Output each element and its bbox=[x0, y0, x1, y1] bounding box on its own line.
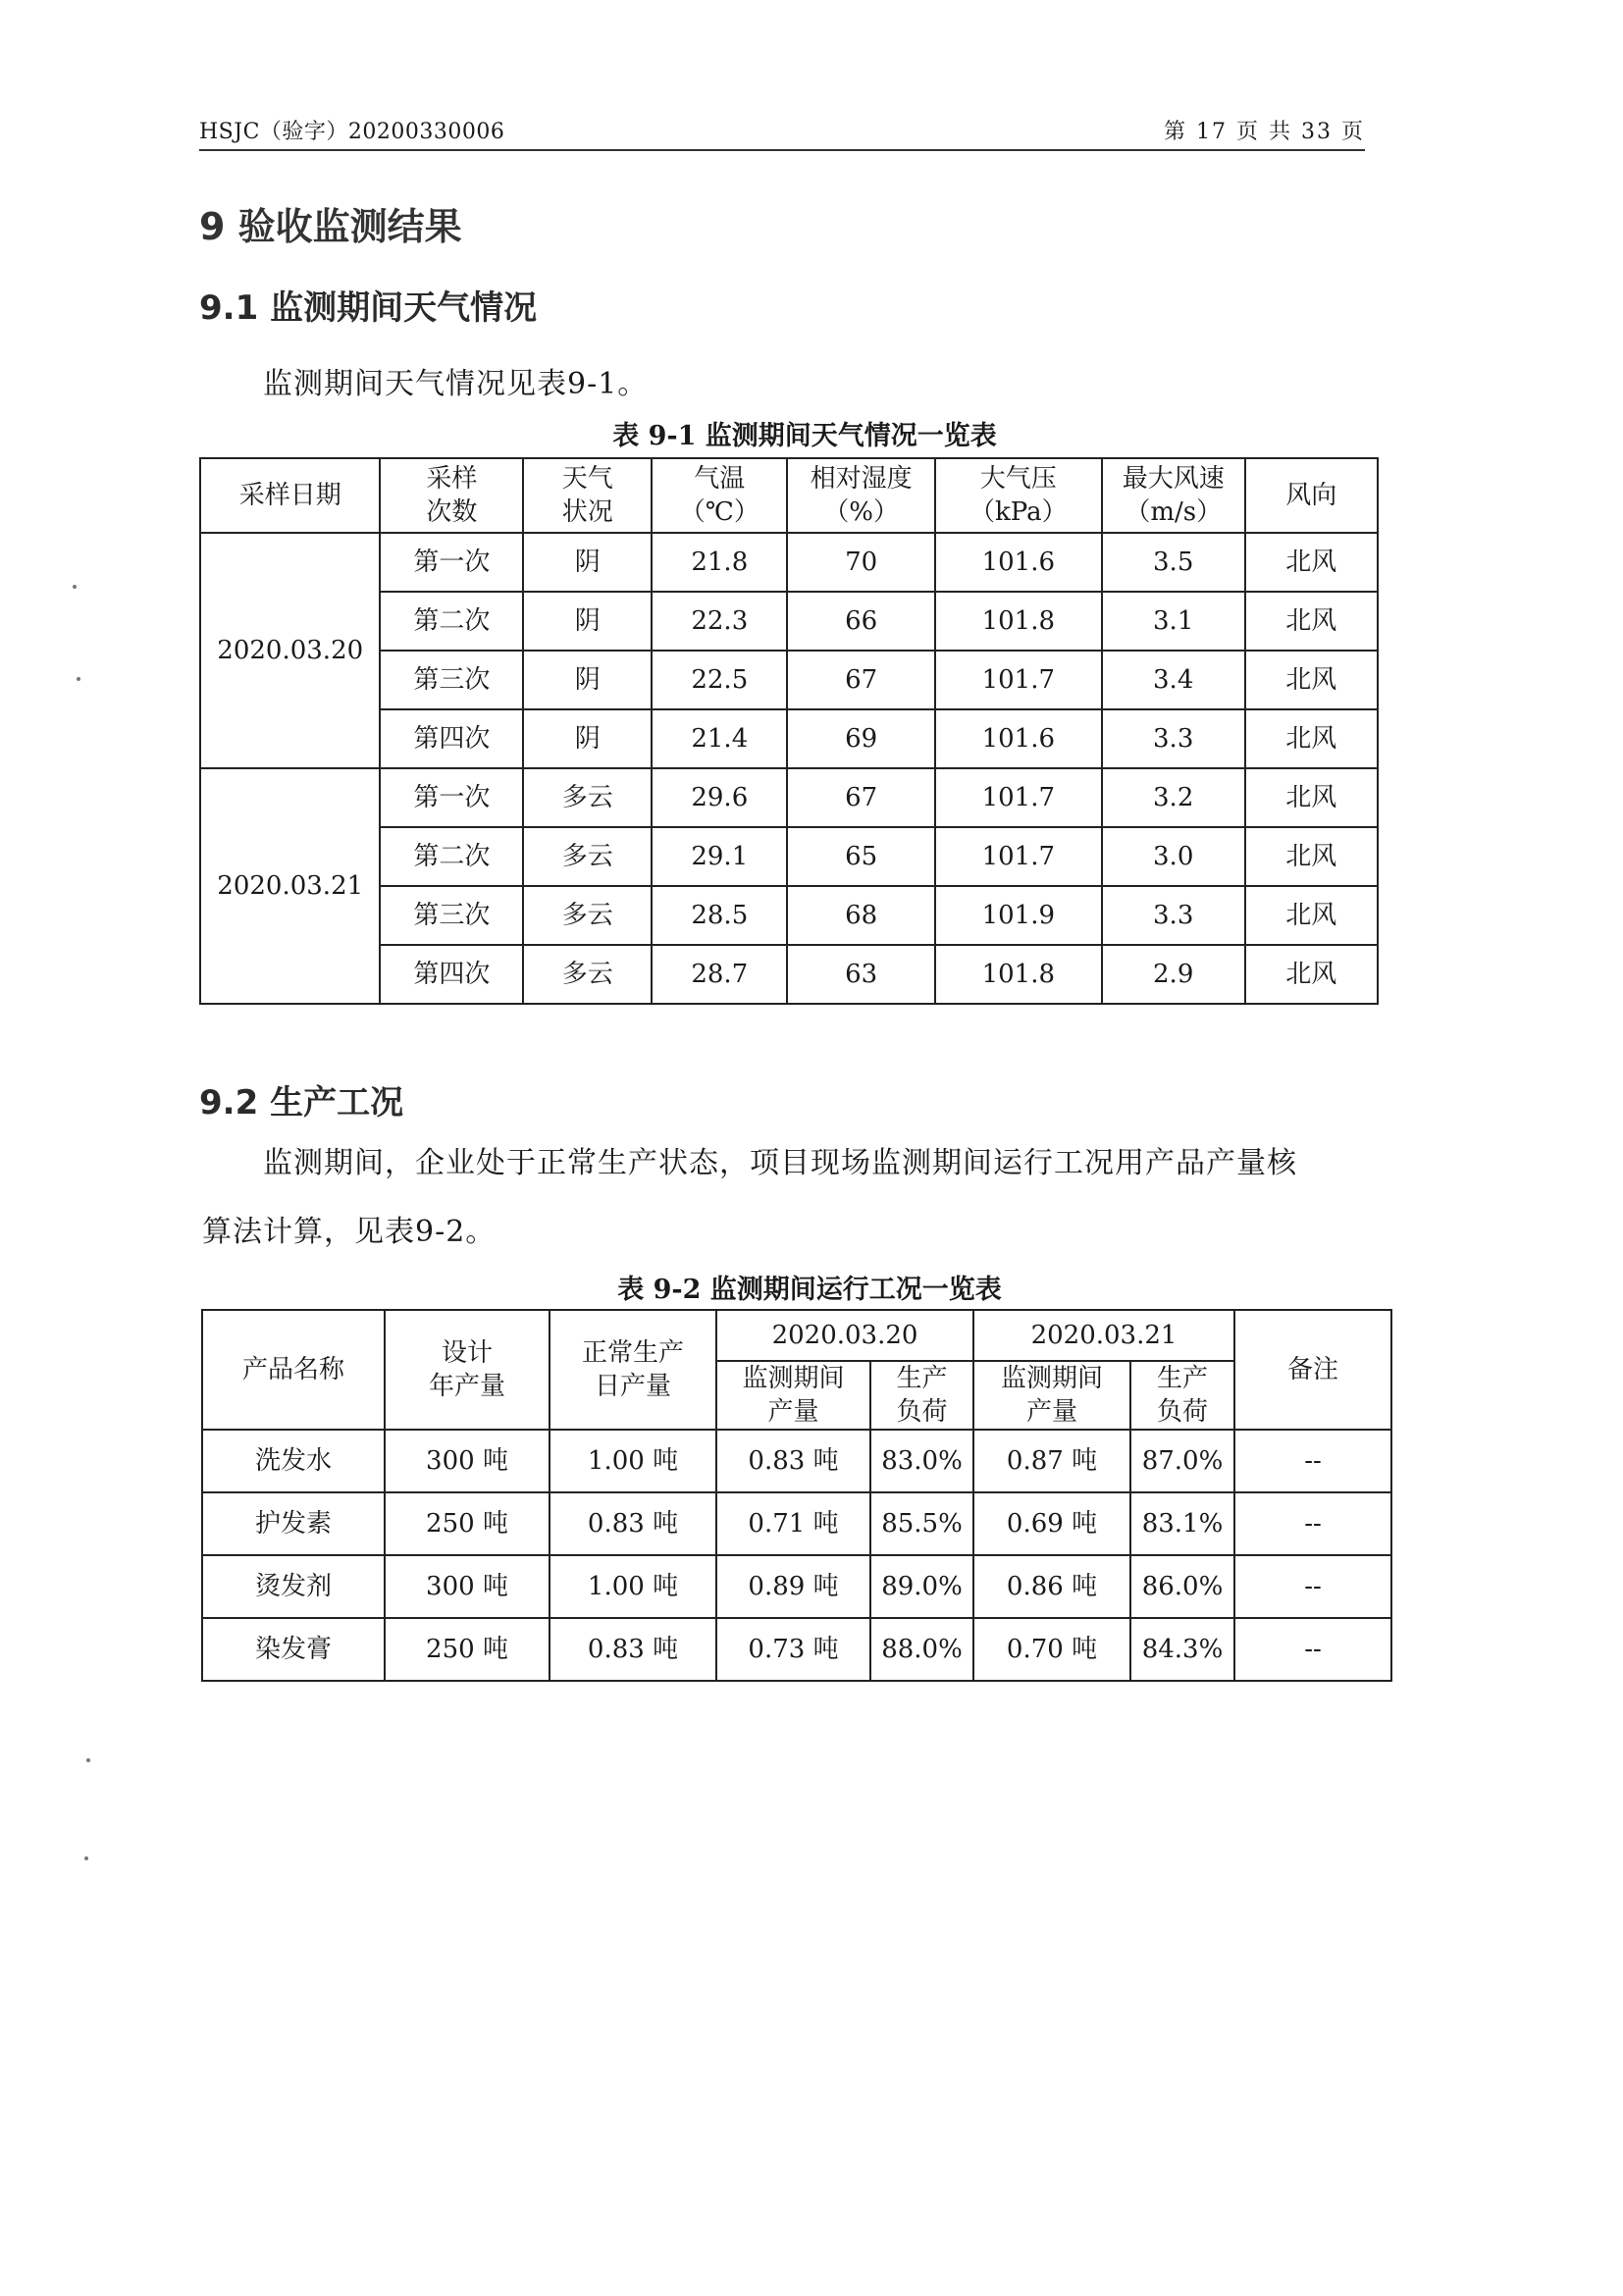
col-load: 生产 负荷 bbox=[1130, 1361, 1234, 1430]
table-row: 第二次 阴 22.3 66 101.8 3.1 北风 bbox=[200, 592, 1378, 651]
production-table bbox=[201, 1309, 1392, 1682]
table-row: 第四次 多云 28.7 63 101.8 2.9 北风 bbox=[200, 945, 1378, 1004]
col-pressure: 大气压 （kPa） bbox=[935, 458, 1102, 533]
document-number: HSJC（验字）20200330006 bbox=[199, 120, 505, 144]
table-header-row bbox=[200, 458, 1378, 533]
col-remark: 备注 bbox=[1234, 1310, 1391, 1430]
table-row: 第二次 多云 29.1 65 101.7 3.0 北风 bbox=[200, 827, 1378, 886]
col-direction: 风向 bbox=[1245, 458, 1378, 533]
table-row: 染发膏 250 吨 0.83 吨 0.73 吨 88.0% 0.70 吨 84.3% -- bbox=[202, 1618, 1391, 1681]
col-monitor-output: 监测期间 产量 bbox=[973, 1361, 1130, 1430]
table-row: 第三次 多云 28.5 68 101.9 3.3 北风 bbox=[200, 886, 1378, 945]
col-weather: 天气 状况 bbox=[523, 458, 652, 533]
table-row: 第三次 阴 22.5 67 101.7 3.4 北风 bbox=[200, 651, 1378, 709]
table-row: 2020.03.20 第一次 阴 21.8 70 101.6 3.5 北风 bbox=[200, 533, 1378, 592]
page-number: 第 17 页 共 33 页 bbox=[1164, 120, 1365, 144]
page-header bbox=[199, 116, 1365, 151]
scan-speck bbox=[86, 1758, 90, 1762]
col-design-output: 设计 年产量 bbox=[385, 1310, 550, 1430]
section-title-9: 9 验收监测结果 bbox=[199, 205, 462, 248]
table-row: 烫发剂 300 吨 1.00 吨 0.89 吨 89.0% 0.86 吨 86.0% -- bbox=[202, 1555, 1391, 1618]
weather-table bbox=[199, 457, 1379, 1005]
col-date-1: 2020.03.20 bbox=[716, 1310, 973, 1361]
table-row: 洗发水 300 吨 1.00 吨 0.83 吨 83.0% 0.87 吨 87.0% -- bbox=[202, 1430, 1391, 1492]
section-9-2-text-line1: 监测期间，企业处于正常生产状态，项目现场监测期间运行工况用产品产量核 bbox=[263, 1146, 1297, 1180]
date-cell: 2020.03.20 bbox=[200, 533, 380, 768]
col-date-2: 2020.03.21 bbox=[973, 1310, 1234, 1361]
scan-speck bbox=[73, 585, 77, 589]
col-humidity: 相对湿度 （%） bbox=[787, 458, 934, 533]
col-times: 采样 次数 bbox=[380, 458, 523, 533]
table-header-row bbox=[202, 1310, 1391, 1361]
table-9-2-caption: 表 9-2 监测期间运行工况一览表 bbox=[617, 1275, 1002, 1305]
col-product: 产品名称 bbox=[202, 1310, 385, 1430]
col-normal-output: 正常生产 日产量 bbox=[550, 1310, 716, 1430]
table-row: 护发素 250 吨 0.83 吨 0.71 吨 85.5% 0.69 吨 83.1% -- bbox=[202, 1492, 1391, 1555]
section-9-1-text: 监测期间天气情况见表9-1。 bbox=[263, 367, 649, 401]
col-load: 生产 负荷 bbox=[870, 1361, 973, 1430]
table-row: 2020.03.21 第一次 多云 29.6 67 101.7 3.2 北风 bbox=[200, 768, 1378, 827]
date-cell: 2020.03.21 bbox=[200, 768, 380, 1004]
section-title-9-1: 9.1 监测期间天气情况 bbox=[199, 288, 538, 328]
col-wind: 最大风速 （m/s） bbox=[1102, 458, 1245, 533]
section-title-9-2: 9.2 生产工况 bbox=[199, 1083, 404, 1122]
table-9-1-caption: 表 9-1 监测期间天气情况一览表 bbox=[612, 421, 997, 451]
col-date: 采样日期 bbox=[200, 458, 380, 533]
col-monitor-output: 监测期间 产量 bbox=[716, 1361, 870, 1430]
scan-speck bbox=[84, 1856, 88, 1860]
section-9-2-text-line2: 算法计算，见表9-2。 bbox=[202, 1215, 497, 1249]
col-temp: 气温 （℃） bbox=[652, 458, 787, 533]
scan-speck bbox=[77, 677, 80, 681]
table-row: 第四次 阴 21.4 69 101.6 3.3 北风 bbox=[200, 709, 1378, 768]
